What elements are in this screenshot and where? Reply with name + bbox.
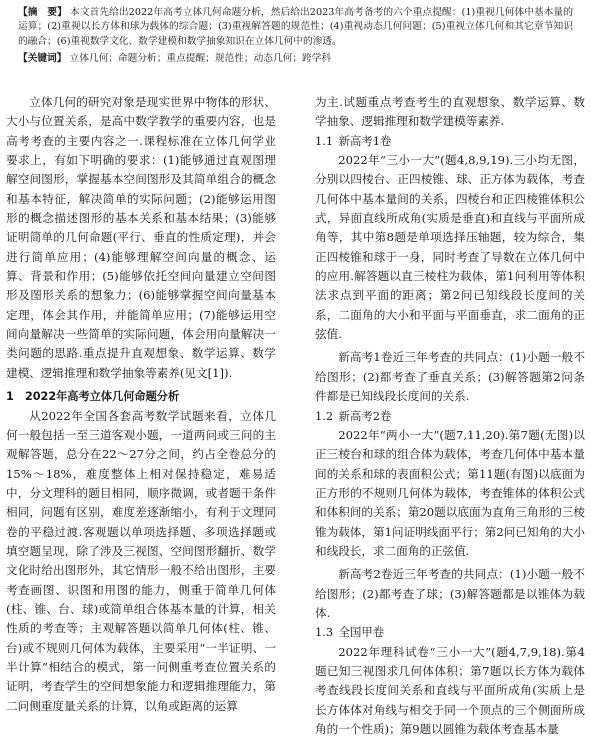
section-heading-1: 1 2022年高考立体几何命题分析 xyxy=(6,390,180,404)
keywords-text: 立体几何；命题分析；重点提醒；规范性；动态几何；跨学科 xyxy=(69,52,332,64)
right-column xyxy=(315,93,585,739)
subsection-number: 1.1 xyxy=(315,133,334,148)
paragraph-1-2-a: 2022年“两小一大”(题7,11,20).第7题(无图)以正三棱台和球的组合体为载体，考查几何体中基本量间的关系和球的表面积公式；第11题(有图)以底面为正方形的不规则几何体为载体，考查锥体的体积公式和体积间的关系；第20题以底面为直角三角形的三棱锥为载体，第1问证明线面平行；第2问已知角的大小和线段长，求二面角的正弦值. xyxy=(315,427,585,558)
paragraph-1-1-b: 新高考1卷近三年考查的共同点：(1)小题一般不给图形；(2)都考查了垂直关系；(3)解答题第2问条件都是已知线段长度间的关系. xyxy=(315,350,585,404)
subsection-heading-1-2 xyxy=(315,407,585,426)
paragraph-1-1-a: 2022年“三小一大”(题4,8,9,19).三小均无图，分别以四棱台、正四棱锥、球、正方体为载体，考查几何体中基本量间的关系，四棱台和正四棱锥体积公式，异面直线所成角(实质是垂直)和直线与平面所成角等，其中第8题是单项选择压轴题，较为综合，集正四棱锥和球于一身，同时考查了导数在立体几何中的应用.解答题以直三棱柱为载体，第1问利用等体积法求点到平面的距离；第2问已知线段长度间的关系，二面角的大小和平面与平面垂直，求二面角的正弦值. xyxy=(315,153,585,342)
subsection-number: 1.2 xyxy=(315,408,334,423)
paragraph-1-3-a: 2022年理科试卷“三小一大”(题4,7,9,18).第4题已知三视图求几何体体积；第7题以长方体为载体考查线段长度间关系和直线与平面所成角(实质上是长方体体对角线与相交于同一个顶点的三个侧面所成角的一个性质)；第9题以圆锥为载体考查基本量 xyxy=(315,644,585,736)
section-1-paragraph: 从2022年全国各套高考数学试题来看，立体几何一般包括一至三道客观小题，一道两问或三问的主观解答题，总分在22～27分之间，约占全卷总分的15%～18%，难度整体上相对保持稳定，难易适中，分文理科的题目相同，顺序微调，或者题干条件相同，问题有区别，难度差逐渐缩小，有利于文理同卷的平稳过渡.客观题以单项选择题、多项选择题或填空题呈现，除了涉及三视图、空间图形翻折、数学文化时给出图形外，其它情形一般不给出图形，主要考查画图、识图和用图的能力，侧重于简单几何体(柱、锥、台、球)或简单组合体基本量的计算，相关性质的考查等；主观解答题以简单几何体(柱、锥、台)或不规则几何体为载体，主要采用“一半证明、一半计算”相结合的模式，第一问侧重考查位置关系的证明，考查学生的空间想象能力和逻辑推理能力，第二问侧重度量关系的计算，以角或距离的运算 xyxy=(6,408,276,713)
subsection-heading-1-3 xyxy=(315,623,585,642)
abstract-paragraph xyxy=(18,6,573,49)
subsection-heading-1-1 xyxy=(315,132,585,151)
keywords-paragraph xyxy=(18,52,573,66)
abstract-label: 【摘 要】 xyxy=(18,7,67,18)
paragraph-1-2-b: 新高考2卷近三年考查的共同点：(1)小题一般不给图形；(2)都考查了球；(3)解答题都是以锥体为载体. xyxy=(315,567,585,620)
subsection-title: 新高考1卷 xyxy=(338,133,392,148)
abstract-block xyxy=(18,6,573,66)
left-column xyxy=(6,93,276,716)
abstract-text: 本文首先给出2022年高考立体几何命题分析，然后给出2023年高考备考的六个重点提醒：(1)重视几何体中基本量的运算；(2)重视以长方体和球为载体的综合题；(3)重视解答题的规范性；(4)重视动态几何问题；(5)重视立体几何和其它章节知识的融合；(6)重视数学文化、数学建模和数学抽象知识在立体几何中的渗透。 xyxy=(18,7,574,47)
subsection-number: 1.3 xyxy=(315,625,334,640)
intro-paragraph: 立体几何的研究对象是现实世界中物体的形状、大小与位置关系，是高中数学教学的重要内容，也是高考考查的主要内容之一.课程标准在立体几何学业要求上，有如下明确的要求：(1)能够通过直观图理解空间图形，掌握基本空间图形及其简单组合的概念和基本特征，解决简单的实际问题；(2)能够运用图形的概念描述图形的基本关系和基本结果；(3)能够证明简单的几何命题(平行、垂直的性质定理)，并会进行简单应用；(4)能够理解空间向量的概念、运算、背景和作用；(5)能够依托空间向量建立空间图形及图形关系的想象力；(6)能够掌握空间向量基本定理，体会其作用，并能简单应用；(7)能够运用空间向量解决一些简单的实际问题，体会用向量解决一类问题的思路.重点提升直观想象、数学运算、数学建模、逻辑推理和数学抽象等素养(见文[1]). xyxy=(6,95,276,380)
continued-paragraph: 为主.试题重点考查考生的直观想象、数学运算、数学抽象、逻辑推理和数学建模等素养. xyxy=(315,95,585,129)
subsection-title: 新高考2卷 xyxy=(338,408,392,423)
subsection-title: 全国甲卷 xyxy=(338,625,385,640)
keywords-label: 【关键词】 xyxy=(18,52,67,64)
